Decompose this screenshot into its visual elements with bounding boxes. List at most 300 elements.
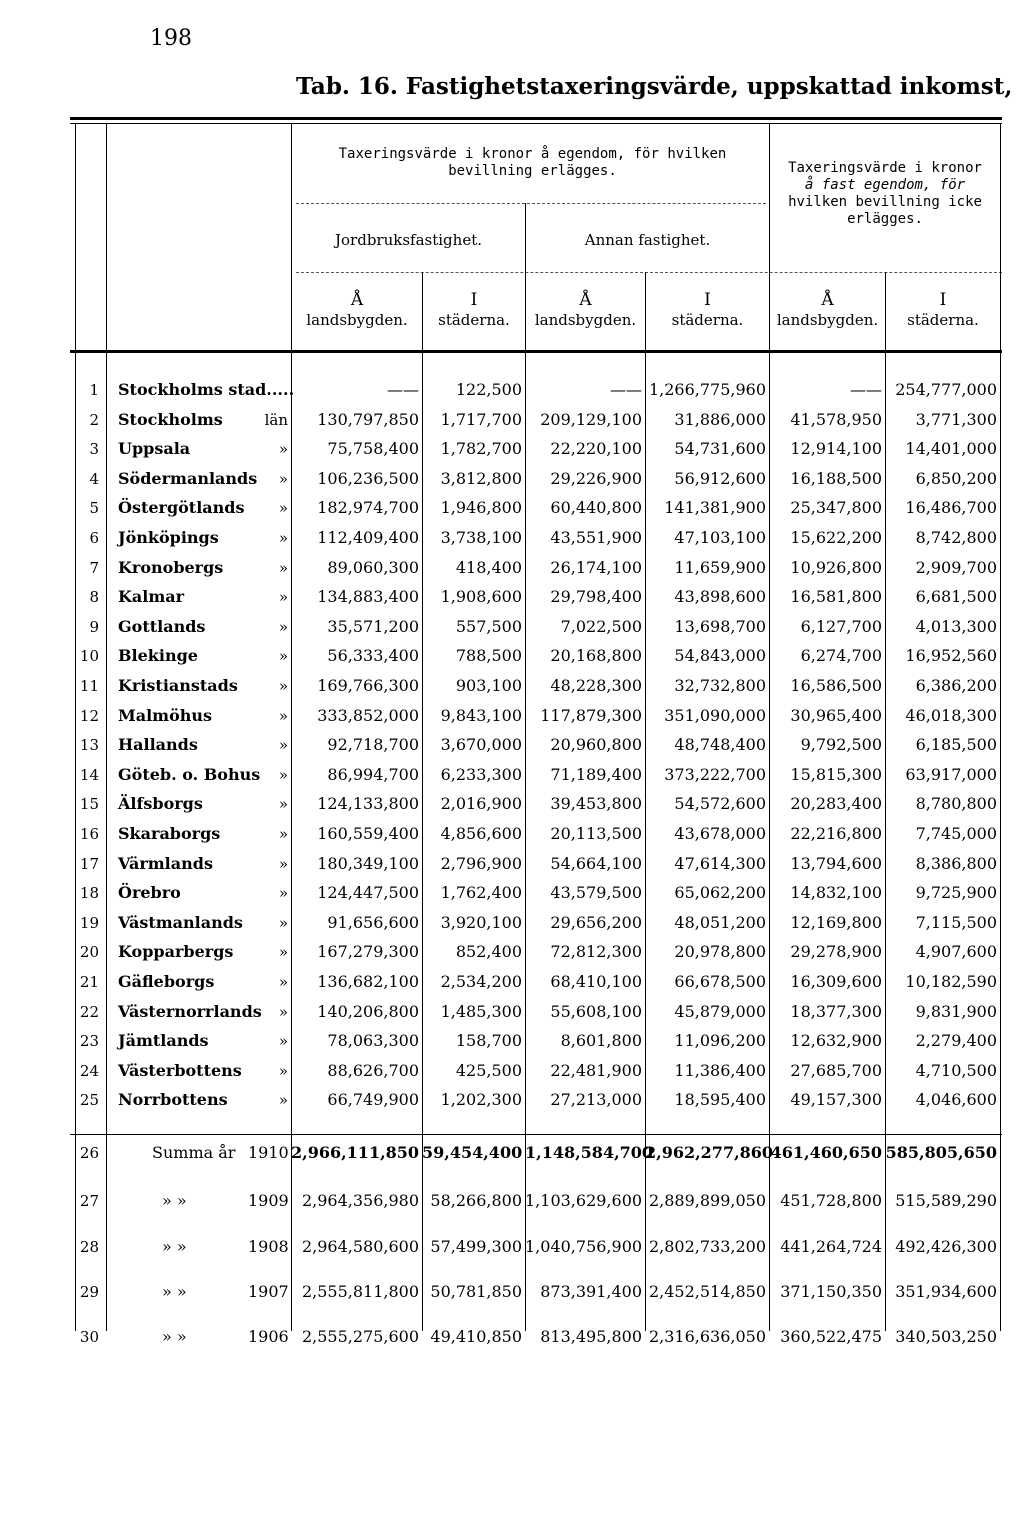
- row-name: Gäfleborgs: [118, 972, 215, 991]
- cell-value: 46,018,300: [905, 705, 997, 725]
- subheader-c6-label: städerna.: [907, 311, 979, 329]
- cell-value: 35,571,200: [327, 616, 419, 636]
- cell-value: 88,626,700: [327, 1060, 419, 1080]
- cell-value: 60,440,800: [550, 498, 642, 518]
- subheader-c2: [423, 290, 525, 330]
- row-suffix: »: [278, 647, 288, 666]
- row-suffix: »: [278, 1061, 288, 1080]
- cell-value: 3,812,800: [440, 468, 522, 488]
- cell-value: 47,614,300: [674, 853, 766, 873]
- cell-value: 122,500: [455, 380, 522, 399]
- cell-value: 86,994,700: [327, 764, 419, 784]
- cell-value: 788,500: [455, 646, 522, 666]
- header-untaxed-line-4: erlägges.: [847, 211, 923, 227]
- table-row: [70, 375, 1002, 405]
- cell-value: 16,952,560: [905, 646, 997, 666]
- cell-value: 1,485,300: [440, 1001, 522, 1021]
- table-row: [70, 1026, 1002, 1056]
- summary-label: [162, 1277, 289, 1307]
- cell-value: 43,551,900: [550, 528, 642, 547]
- cell-value: 1,717,700: [440, 409, 522, 429]
- summary-year: 1907: [248, 1282, 289, 1301]
- subheader-c4-prefix: I: [704, 290, 711, 310]
- cell-value: 50,781,850: [430, 1282, 522, 1301]
- row-number: 18: [79, 884, 99, 903]
- row-name: Gottlands: [118, 616, 206, 636]
- row-number: 17: [79, 854, 99, 873]
- row-number: 11: [79, 677, 99, 695]
- row-number: 3: [89, 440, 99, 459]
- table-row: [70, 1056, 1002, 1086]
- table-row: [70, 937, 1002, 967]
- header-bottom-rule: [70, 350, 1002, 353]
- cell-value: 124,447,500: [317, 883, 419, 903]
- cell-value: 136,682,100: [317, 972, 419, 991]
- cell-value: 9,792,500: [800, 735, 882, 755]
- row-number: 15: [79, 795, 99, 814]
- cell-value: 140,206,800: [317, 1001, 419, 1021]
- cell-value: 72,812,300: [550, 942, 642, 962]
- row-name: Kristianstads: [118, 676, 238, 695]
- cell-value: 373,222,700: [664, 764, 766, 784]
- cell-value: 13,794,600: [790, 853, 882, 873]
- cell-value: 29,226,900: [550, 468, 642, 488]
- cell-value: 48,228,300: [550, 676, 642, 695]
- cell-value: 2,796,900: [440, 853, 522, 873]
- row-number: 12: [79, 706, 99, 725]
- cell-value: 130,797,850: [317, 409, 419, 429]
- cell-value: 75,758,400: [327, 439, 419, 459]
- row-suffix: »: [278, 617, 288, 636]
- cell-value: 54,731,600: [674, 439, 766, 459]
- cell-value: 1,202,300: [440, 1090, 522, 1110]
- row-name: Malmöhus: [118, 705, 213, 725]
- cell-value: 9,831,900: [915, 1001, 997, 1021]
- cell-value: 351,090,000: [664, 705, 766, 725]
- cell-value: 49,157,300: [790, 1090, 882, 1110]
- row-suffix: »: [278, 677, 288, 695]
- cell-value: 18,377,300: [790, 1001, 882, 1021]
- row-suffix: »: [278, 558, 288, 577]
- cell-value: 16,586,500: [790, 676, 882, 695]
- cell-value: 54,664,100: [550, 853, 642, 873]
- cell-value: 89,060,300: [327, 557, 419, 577]
- cell-value: 13,698,700: [674, 616, 766, 636]
- cell-value: 461,460,650: [770, 1143, 882, 1162]
- cell-value: 418,400: [455, 557, 522, 577]
- subheader-c4: [646, 290, 769, 330]
- cell-value: 78,063,300: [327, 1031, 419, 1051]
- cell-value: 340,503,250: [895, 1327, 997, 1346]
- row-suffix: »: [278, 1002, 288, 1021]
- row-name: Östergötlands: [118, 498, 245, 518]
- cell-value: 903,100: [455, 676, 522, 695]
- subheader-c3-prefix: Å: [579, 290, 592, 310]
- row-name: Blekinge: [118, 646, 198, 666]
- cell-value: 1,103,629,600: [525, 1191, 643, 1210]
- header-untaxed-group: [770, 160, 1000, 228]
- table-row: [70, 523, 1002, 553]
- cell-value: 2,909,700: [915, 557, 997, 577]
- cell-value: 57,499,300: [430, 1237, 522, 1256]
- cell-value: 2,964,580,600: [301, 1237, 419, 1256]
- row-name: Älfsborgs: [118, 794, 203, 814]
- row-number: 16: [79, 825, 99, 843]
- cell-value: 2,316,636,050: [648, 1327, 766, 1346]
- table-row: [70, 701, 1002, 731]
- cell-value: 43,898,600: [674, 587, 766, 607]
- cell-value: 160,559,400: [317, 824, 419, 843]
- row-number: 30: [79, 1328, 99, 1346]
- subheader-c5-prefix: Å: [821, 290, 834, 310]
- cell-value: 27,213,000: [550, 1090, 642, 1110]
- cell-value: 65,062,200: [674, 883, 766, 903]
- subheader-c4-label: städerna.: [671, 311, 744, 329]
- cell-value: 14,832,100: [790, 883, 882, 903]
- row-name: Uppsala: [118, 439, 191, 459]
- cell-value: 451,728,800: [780, 1191, 882, 1210]
- cell-value: 124,133,800: [317, 794, 419, 814]
- cell-value: 515,589,290: [895, 1191, 997, 1210]
- row-suffix: »: [278, 795, 288, 814]
- cell-value: 20,960,800: [550, 735, 642, 755]
- row-suffix: län: [264, 410, 288, 429]
- cell-value: 158,700: [455, 1031, 522, 1051]
- row-suffix: »: [278, 499, 288, 518]
- row-name: Skaraborgs: [118, 824, 221, 843]
- subheader-c5-label: landsbygden.: [776, 311, 879, 329]
- row-suffix: »: [278, 588, 288, 607]
- cell-value: 20,113,500: [550, 824, 642, 843]
- cell-value: 16,486,700: [905, 498, 997, 518]
- cell-value: 12,169,800: [790, 912, 882, 932]
- cell-value: 8,386,800: [915, 853, 997, 873]
- header-jordbruk: Jordbruksfastighet.: [335, 231, 482, 249]
- cell-value: 117,879,300: [540, 705, 642, 725]
- header-untaxed-line-3: hvilken bevillning icke: [788, 194, 982, 210]
- row-suffix: »: [278, 529, 288, 547]
- cell-value: 27,685,700: [790, 1060, 882, 1080]
- cell-value: 6,386,200: [915, 676, 997, 695]
- row-number: 13: [79, 736, 99, 755]
- cell-value: 2,452,514,850: [648, 1282, 766, 1301]
- row-number: 19: [79, 913, 99, 932]
- cell-value: 492,426,300: [895, 1237, 997, 1256]
- row-name: Göteb. o. Bohus: [118, 764, 261, 784]
- cell-value: 6,233,300: [440, 764, 522, 784]
- cell-value: 2,966,111,850: [291, 1143, 420, 1162]
- cell-value: 15,622,200: [790, 528, 882, 547]
- cell-value: 425,500: [455, 1060, 522, 1080]
- cell-value: 39,453,800: [550, 794, 642, 814]
- row-name: Västmanlands: [118, 912, 243, 932]
- subheader-c3-label: landsbygden.: [534, 311, 637, 329]
- summary-row-total: [70, 1138, 1002, 1168]
- cell-value: 22,216,800: [790, 824, 882, 843]
- row-suffix: »: [278, 854, 288, 873]
- row-name: Örebro: [118, 883, 181, 903]
- summary-row: [70, 1322, 1002, 1352]
- table-row: [70, 582, 1002, 612]
- cell-value: 29,798,400: [550, 587, 642, 607]
- table-row: [70, 849, 1002, 879]
- cell-value: 15,815,300: [790, 764, 882, 784]
- cell-value: 11,096,200: [674, 1031, 766, 1051]
- table-row: [70, 760, 1002, 790]
- summary-label-text: Summa år: [152, 1143, 236, 1162]
- cell-value: 16,581,800: [790, 587, 882, 607]
- cell-value: 813,495,800: [540, 1327, 642, 1346]
- row-number: 23: [79, 1032, 99, 1051]
- cell-value: 7,745,000: [915, 824, 997, 843]
- summary-year: 1910: [248, 1143, 289, 1162]
- row-name: Hallands: [118, 735, 198, 755]
- cell-value: 18,595,400: [674, 1090, 766, 1110]
- cell-value: 66,749,900: [327, 1090, 419, 1110]
- cell-value: 2,555,811,800: [301, 1282, 419, 1301]
- summary-label-text: » »: [162, 1282, 187, 1301]
- cell-value: 48,748,400: [674, 735, 766, 755]
- summary-label: [162, 1232, 289, 1262]
- cell-value: 254,777,000: [895, 380, 997, 399]
- cell-value: 7,022,500: [560, 616, 642, 636]
- header-untaxed-line-2: å fast egendom, för: [804, 177, 966, 193]
- cell-value: 441,264,724: [780, 1237, 882, 1256]
- row-number: 28: [79, 1238, 99, 1256]
- header-untaxed-line-1: Taxeringsvärde i kronor: [788, 160, 982, 176]
- cell-value: 26,174,100: [550, 557, 642, 577]
- row-number: 24: [79, 1061, 99, 1080]
- summary-label: [162, 1322, 289, 1352]
- cell-value: 4,710,500: [915, 1060, 997, 1080]
- top-rule-thin: [70, 123, 1002, 124]
- row-name: Kronobergs: [118, 557, 224, 577]
- cell-value: 9,843,100: [440, 705, 522, 725]
- table-row: [70, 967, 1002, 997]
- row-name: Stockholms: [118, 409, 223, 429]
- cell-value: 14,401,000: [905, 439, 997, 459]
- cell-value: 2,555,275,600: [301, 1327, 419, 1346]
- cell-value: 2,962,277,860: [645, 1143, 774, 1162]
- row-suffix: »: [278, 913, 288, 932]
- cell-value: 1,782,700: [440, 439, 522, 459]
- table-row: [70, 464, 1002, 494]
- cell-value: 180,349,100: [317, 853, 419, 873]
- row-name: Jämtlands: [118, 1031, 209, 1051]
- subheader-c6-prefix: I: [939, 290, 947, 310]
- cell-value: 360,522,475: [780, 1327, 882, 1346]
- cell-value: 20,978,800: [674, 942, 766, 962]
- table-row: [70, 612, 1002, 642]
- cell-value: 182,974,700: [317, 498, 419, 518]
- cell-value: 169,766,300: [317, 676, 419, 695]
- table-row: [70, 493, 1002, 523]
- row-suffix: »: [278, 973, 288, 991]
- cell-value: 45,879,000: [674, 1001, 766, 1021]
- cell-value: 6,185,500: [915, 735, 997, 755]
- cell-value: 20,168,800: [550, 646, 642, 666]
- cell-value: 1,040,756,900: [525, 1237, 643, 1256]
- cell-value: 3,670,000: [440, 735, 522, 755]
- row-suffix: »: [278, 1091, 288, 1110]
- cell-value: 4,856,600: [440, 824, 522, 843]
- cell-value: 58,266,800: [430, 1191, 522, 1210]
- subheader-c3: [526, 290, 645, 330]
- row-suffix: »: [278, 943, 288, 962]
- cell-value: 2,802,733,200: [648, 1237, 766, 1256]
- cell-value: 333,852,000: [317, 705, 419, 725]
- cell-value: 31,886,000: [674, 409, 766, 429]
- row-suffix: »: [278, 1032, 288, 1051]
- cell-value: 56,333,400: [327, 646, 419, 666]
- cell-value: 6,127,700: [800, 616, 882, 636]
- row-name: Stockholms stad.....: [118, 380, 295, 399]
- row-suffix: »: [278, 884, 288, 903]
- summary-row: [70, 1232, 1002, 1262]
- cell-value: 4,046,600: [915, 1090, 997, 1110]
- row-number: 6: [89, 529, 99, 547]
- row-number: 20: [79, 943, 99, 962]
- cell-value: 112,409,400: [317, 528, 419, 547]
- cell-value: 2,534,200: [440, 972, 522, 991]
- cell-value: 16,309,600: [790, 972, 882, 991]
- subheader-c6: [886, 290, 1000, 330]
- table-row: [70, 553, 1002, 583]
- header-divider-2: [296, 272, 1002, 273]
- subheader-c1-label: landsbygden.: [306, 311, 408, 329]
- header-annan: Annan fastighet.: [584, 231, 711, 249]
- cell-value: 11,659,900: [674, 557, 766, 577]
- table-title: Tab. 16. Fastighetstaxeringsvärde, uppskattad inkomst,: [296, 73, 1013, 100]
- row-suffix: »: [278, 440, 288, 459]
- cell-value: 2,889,899,050: [648, 1191, 766, 1210]
- summary-label: [162, 1186, 289, 1216]
- cell-value: 873,391,400: [540, 1282, 642, 1301]
- cell-value: ——: [387, 380, 419, 399]
- row-number: 10: [79, 647, 99, 666]
- cell-value: 49,410,850: [430, 1327, 522, 1346]
- cell-value: 106,236,500: [317, 468, 419, 488]
- row-name: Jönköpings: [118, 528, 219, 547]
- cell-value: 167,279,300: [317, 942, 419, 962]
- cell-value: 8,780,800: [915, 794, 997, 814]
- cell-value: 1,266,775,960: [648, 380, 766, 399]
- row-name: Västerbottens: [118, 1060, 242, 1080]
- row-number: 21: [79, 973, 99, 991]
- table-row: [70, 819, 1002, 849]
- row-name: Södermanlands: [118, 468, 258, 488]
- row-number: 7: [89, 558, 99, 577]
- summary-row: [70, 1277, 1002, 1307]
- row-name: Kopparbergs: [118, 942, 234, 962]
- cell-value: 852,400: [455, 942, 522, 962]
- cell-value: 557,500: [455, 616, 522, 636]
- cell-value: 2,016,900: [440, 794, 522, 814]
- cell-value: 7,115,500: [915, 912, 997, 932]
- cell-value: 1,762,400: [440, 883, 522, 903]
- cell-value: 16,188,500: [790, 468, 882, 488]
- cell-value: 41,578,950: [790, 409, 882, 429]
- summary-year: 1906: [248, 1327, 289, 1346]
- subheader-c2-label: städerna.: [438, 311, 510, 329]
- cell-value: 20,283,400: [790, 794, 882, 814]
- cell-value: 12,914,100: [790, 439, 882, 459]
- table-row: [70, 997, 1002, 1027]
- row-number: 2: [89, 410, 99, 429]
- header-divider-1: [296, 203, 766, 204]
- row-number: 1: [89, 381, 99, 399]
- row-number: 27: [79, 1192, 99, 1210]
- cell-value: 10,926,800: [790, 557, 882, 577]
- table-row: [70, 789, 1002, 819]
- row-name: Värmlands: [118, 853, 213, 873]
- cell-value: ——: [850, 380, 882, 399]
- row-suffix: »: [278, 706, 288, 725]
- cell-value: 3,920,100: [440, 912, 522, 932]
- cell-value: 56,912,600: [674, 468, 766, 488]
- cell-value: 3,771,300: [915, 409, 997, 429]
- cell-value: 29,656,200: [550, 912, 642, 932]
- subheader-c2-prefix: I: [470, 290, 478, 310]
- cell-value: 371,150,350: [780, 1282, 882, 1301]
- row-number: 4: [89, 469, 99, 488]
- table-row: [70, 671, 1002, 701]
- cell-value: 25,347,800: [790, 498, 882, 518]
- cell-value: 91,656,600: [327, 912, 419, 932]
- cell-value: 11,386,400: [674, 1060, 766, 1080]
- summary-label: [152, 1138, 289, 1168]
- cell-value: 29,278,900: [790, 942, 882, 962]
- cell-value: 8,601,800: [560, 1031, 642, 1051]
- row-name: Norrbottens: [118, 1090, 228, 1110]
- page-number: 198: [150, 26, 192, 51]
- cell-value: 585,805,650: [885, 1143, 997, 1162]
- cell-value: 134,883,400: [317, 587, 419, 607]
- cell-value: 4,013,300: [915, 616, 997, 636]
- cell-value: 66,678,500: [674, 972, 766, 991]
- row-suffix: »: [278, 825, 288, 843]
- table-row: [70, 405, 1002, 435]
- table-row: [70, 908, 1002, 938]
- cell-value: 47,103,100: [674, 528, 766, 547]
- row-number: 22: [79, 1002, 99, 1021]
- summary-year: 1909: [248, 1191, 289, 1210]
- cell-value: 48,051,200: [674, 912, 766, 932]
- row-suffix: »: [278, 765, 288, 784]
- cell-value: 3,738,100: [440, 528, 522, 547]
- cell-value: 1,908,600: [440, 587, 522, 607]
- row-name: Kalmar: [118, 587, 185, 607]
- cell-value: 43,579,500: [550, 883, 642, 903]
- cell-value: 8,742,800: [915, 528, 997, 547]
- cell-value: 59,454,400: [422, 1143, 523, 1162]
- cell-value: 92,718,700: [327, 735, 419, 755]
- row-suffix: [258, 375, 288, 405]
- cell-value: 68,410,100: [550, 972, 642, 991]
- cell-value: 63,917,000: [905, 764, 997, 784]
- cell-value: 2,964,356,980: [301, 1191, 419, 1210]
- row-number: 26: [79, 1144, 99, 1162]
- table-row: [70, 434, 1002, 464]
- cell-value: 9,725,900: [915, 883, 997, 903]
- cell-value: 43,678,000: [674, 824, 766, 843]
- cell-value: 209,129,100: [540, 409, 642, 429]
- row-number: 25: [79, 1091, 99, 1110]
- table-row: [70, 730, 1002, 760]
- row-number: 5: [89, 499, 99, 518]
- cell-value: 4,907,600: [915, 942, 997, 962]
- table-row: [70, 878, 1002, 908]
